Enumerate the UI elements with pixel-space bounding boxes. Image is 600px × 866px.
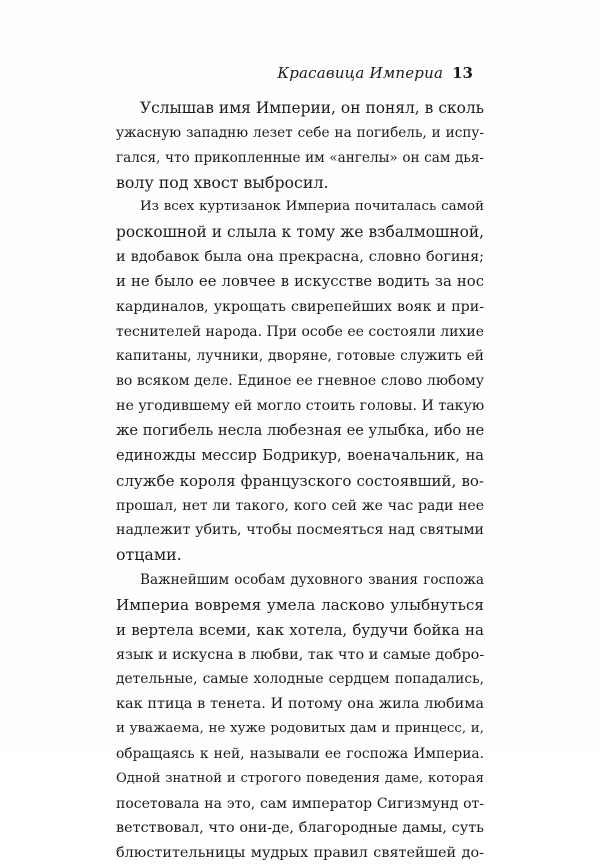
text-line: надлежит убить, чтобы посмеяться над святыми [116, 522, 484, 539]
text-line: кардиналов, укрощать свирепейших вояк и при- [116, 298, 484, 315]
text-line: и вдобавок была она прекрасна, словно богиня; [116, 249, 484, 266]
paragraph-3 [116, 568, 484, 866]
text-line: не угодившему ей могло стоить головы. И такую [116, 398, 485, 415]
running-title: Красавица Империа [277, 64, 444, 82]
text-line: же погибель несла любезная ее улыбка, ибо не [116, 421, 485, 439]
text-line: Услышав имя Империи, он понял, в сколь [140, 99, 484, 117]
text-line: капитаны, лучники, дворяне, готовые служить ей [116, 348, 484, 365]
paragraph-1 [116, 96, 484, 195]
text-line: отцами. [116, 545, 182, 565]
text-line: и уважаема, не хуже родовитых дам и принцесс, и, [116, 721, 484, 737]
running-head [277, 64, 473, 82]
paragraph-2 [116, 195, 484, 568]
text-line: ужасную западню лезет себе на погибель, и испу- [116, 124, 484, 141]
text-line: гался, что прикопленные им «ангелы» он сам дья- [116, 149, 484, 166]
text-line: волу под хвост выбросил. [116, 172, 329, 192]
text-line: Из всех куртизанок Империа почиталась самой [140, 199, 484, 215]
text-line: теснителей народа. При особе ее состояли лихие [116, 323, 484, 340]
text-line: Одной знатной и строгого поведения даме, которая [116, 770, 484, 786]
text-line: обращаясь к ней, называли ее госпожа Империа. [116, 745, 484, 762]
text-line: язык и искусна в любви, так что и самые добро- [116, 646, 485, 663]
text-line: Империа вовремя умела ласково улыбнуться [116, 595, 484, 614]
text-line: блюстительницы мудрых правил святейшей до- [116, 845, 484, 862]
text-line: службе короля французского состоявший, во- [116, 471, 484, 490]
body-text [116, 96, 484, 866]
text-line: прошал, нет ли такого, кого сей же час ради нее [116, 497, 484, 514]
text-line: во всяком деле. Единое ее гневное слово любому [116, 373, 484, 390]
text-line: как птица в тенета. И потому она жила любима [116, 696, 484, 713]
text-line: посетовала на это, сам император Сигизмунд от- [116, 795, 484, 812]
text-line: Важнейшим особам духовного звания госпожа [140, 572, 484, 589]
text-line: и не было ее ловчее в искусстве водить за нос [116, 272, 484, 290]
text-line: ветствовал, что они-де, благородные дамы, суть [116, 820, 484, 837]
page-number: 13 [452, 64, 473, 82]
text-line: детельные, самые холодные сердцем попадались, [116, 671, 484, 688]
text-line: и вертела всеми, как хотела, будучи бойка на [116, 620, 484, 639]
text-line: роскошной и слыла к тому же взбалмошной, [116, 223, 484, 242]
text-line: единожды мессир Бодрикур, военачальник, на [116, 446, 484, 464]
